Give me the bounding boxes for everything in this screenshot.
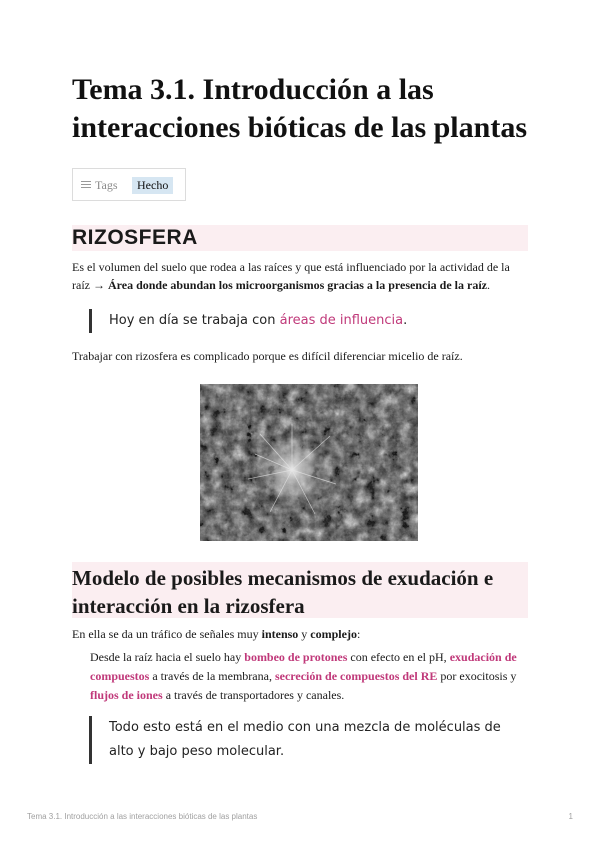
tags-property[interactable] [72,168,186,201]
highlight-text: secreción de compuestos del RE [274,669,438,683]
highlight-text: exudación de compuestos [90,650,517,683]
paragraph-complication: Trabajar con rizosfera es complicado porque es difícil diferenciar micelio de raíz. [72,349,463,363]
paragraph-definition [72,258,528,294]
page-title: Tema 3.1. Introducción a las interacciones bióticas de las plantas [72,73,527,144]
bold-text: complejo [310,627,357,641]
paragraph-text: En ella se da un tráfico de señales muy [72,627,262,641]
punctuation: : [356,627,361,641]
bold-text: Área donde abundan los microorganismos gracias a la presencia de la raíz [107,278,487,292]
page-footer [27,812,573,824]
paragraph-text: Desde la raíz hacia el suelo hay [90,650,245,664]
paragraph-text: por exocitosis y [437,669,517,683]
heading-text: Modelo de posibles mecanismos de exudación e interacción en la rizosfera [72,566,494,618]
paragraph-text: Es el volumen del suelo que rodea a las raíces y que está influenciado por la actividad de la raíz → [72,260,510,292]
paragraph-signals [72,625,528,643]
paragraph-text: a través de transportadores y canales. [162,688,345,702]
paragraph-text: y [298,627,311,641]
highlight-text: áreas de influencia [279,313,404,328]
section-heading-modelo [72,562,528,618]
bold-text: intenso [261,627,299,641]
page-number: 1 [568,812,573,821]
blockquote-influence [89,309,407,333]
punctuation: . [403,313,408,328]
highlight-text: flujos de iones [90,688,163,702]
footer-title: Tema 3.1. Introducción a las interacciones bióticas de las plantas [27,812,258,821]
paragraph-text: con efecto en el pH, [347,650,450,664]
punctuation: . [487,278,490,292]
highlight-text: bombeo de protones [244,650,348,664]
section-heading-rizosfera [72,225,528,251]
micrograph-image [200,384,418,541]
tags-label: Tags [95,178,118,192]
tag-chip[interactable]: Hecho [132,177,173,194]
heading-text: RIZOSFERA [72,226,198,249]
blockquote-molecules: Todo esto está en el medio con una mezcla de moléculas de alto y bajo peso molecular. [89,716,529,764]
paragraph-text: a través de la membrana, [149,669,275,683]
quote-text: Hoy en día se trabaja con [109,313,280,328]
indented-paragraph [90,648,530,705]
list-icon [81,181,91,189]
